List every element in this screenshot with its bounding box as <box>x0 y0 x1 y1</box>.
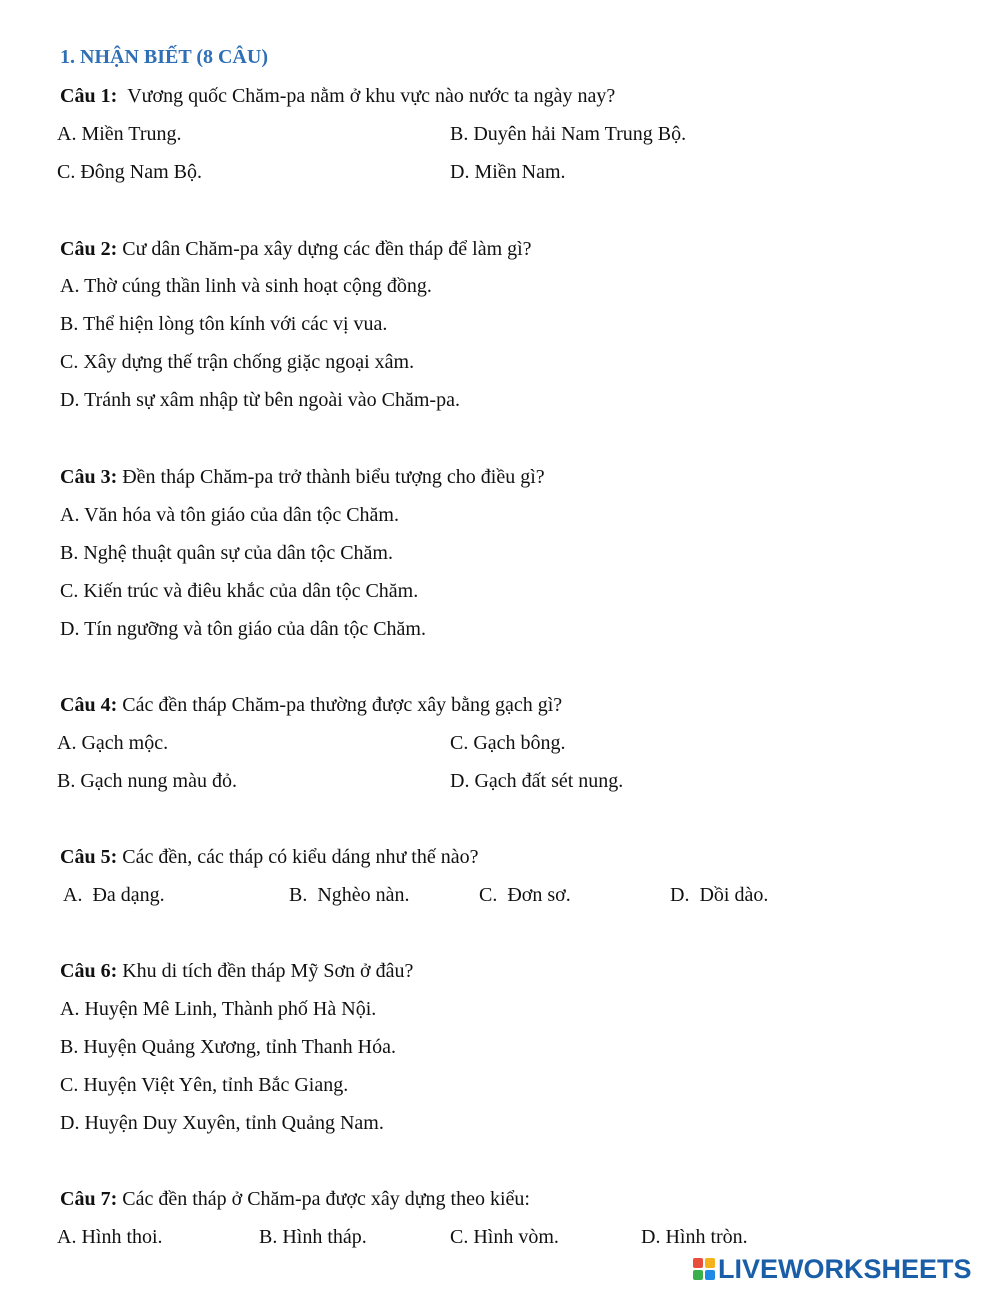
question-7 <box>60 1187 530 1211</box>
question-6-option-a[interactable]: A. Huyện Mê Linh, Thành phố Hà Nội. <box>60 998 377 1020</box>
logo-tile-red <box>693 1258 703 1268</box>
logo-tile-yellow <box>705 1258 715 1268</box>
question-3 <box>60 465 545 489</box>
question-1-text: Vương quốc Chăm-pa nằm ở khu vực nào nước ta ngày nay? <box>127 85 616 107</box>
question-6-label: Câu 6: <box>60 960 118 982</box>
question-2-text: Cư dân Chăm-pa xây dựng các đền tháp để làm gì? <box>122 238 532 260</box>
question-5-text: Các đền, các tháp có kiểu dáng như thế nào? <box>122 846 479 868</box>
question-3-option-c[interactable]: C. Kiến trúc và điêu khắc của dân tộc Chăm. <box>60 580 419 602</box>
question-6-option-d[interactable]: D. Huyện Duy Xuyên, tỉnh Quảng Nam. <box>60 1112 384 1134</box>
question-2 <box>60 237 532 261</box>
question-4-option-d[interactable]: D. Gạch đất sét nung. <box>450 770 624 792</box>
liveworksheets-logo-icon <box>692 1257 716 1281</box>
logo-tile-green <box>693 1270 703 1280</box>
question-7-option-b[interactable]: B. Hình tháp. <box>259 1226 367 1248</box>
question-7-option-a[interactable]: A. Hình thoi. <box>57 1226 163 1248</box>
question-1-option-d[interactable]: D. Miền Nam. <box>450 161 566 183</box>
question-2-option-a[interactable]: A. Thờ cúng thần linh và sinh hoạt cộng đồng. <box>60 275 432 297</box>
question-5-option-c[interactable]: C. Đơn sơ. <box>479 884 571 906</box>
liveworksheets-logo-text: LIVEWORKSHEETS <box>718 1253 972 1284</box>
question-5-option-d[interactable]: D. Dồi dào. <box>670 884 769 906</box>
liveworksheets-watermark <box>692 1254 972 1284</box>
question-7-label: Câu 7: <box>60 1188 118 1210</box>
question-1-option-c[interactable]: C. Đông Nam Bộ. <box>57 161 202 183</box>
question-2-option-d[interactable]: D. Tránh sự xâm nhập từ bên ngoài vào Chăm-pa. <box>60 389 460 411</box>
question-2-option-c[interactable]: C. Xây dựng thế trận chống giặc ngoại xâm. <box>60 351 415 373</box>
question-3-text: Đền tháp Chăm-pa trở thành biểu tượng cho điều gì? <box>122 466 545 488</box>
question-4-option-b[interactable]: B. Gạch nung màu đỏ. <box>57 770 237 792</box>
question-4-label: Câu 4: <box>60 694 118 716</box>
question-6-option-c[interactable]: C. Huyện Việt Yên, tỉnh Bắc Giang. <box>60 1074 349 1096</box>
question-5-label: Câu 5: <box>60 846 118 868</box>
question-6-text: Khu di tích đền tháp Mỹ Sơn ở đâu? <box>122 960 414 982</box>
question-1-option-a[interactable]: A. Miền Trung. <box>57 123 182 145</box>
question-7-text: Các đền tháp ở Chăm-pa được xây dựng theo kiểu: <box>122 1188 530 1210</box>
question-4 <box>60 693 562 717</box>
question-1 <box>60 84 615 108</box>
question-3-option-b[interactable]: B. Nghệ thuật quân sự của dân tộc Chăm. <box>60 542 393 564</box>
logo-tile-blue <box>705 1270 715 1280</box>
section-heading: 1. NHẬN BIẾT (8 CÂU) <box>60 46 268 68</box>
question-5 <box>60 845 478 869</box>
question-3-option-a[interactable]: A. Văn hóa và tôn giáo của dân tộc Chăm. <box>60 504 399 526</box>
question-5-option-b[interactable]: B. Nghèo nàn. <box>289 884 410 906</box>
question-4-option-a[interactable]: A. Gạch mộc. <box>57 732 169 754</box>
question-4-text: Các đền tháp Chăm-pa thường được xây bằng gạch gì? <box>122 694 563 716</box>
question-2-label: Câu 2: <box>60 238 118 260</box>
question-1-label: Câu 1: <box>60 85 118 107</box>
question-4-option-c[interactable]: C. Gạch bông. <box>450 732 566 754</box>
question-3-label: Câu 3: <box>60 466 118 488</box>
question-6 <box>60 959 413 983</box>
question-7-option-c[interactable]: C. Hình vòm. <box>450 1226 559 1248</box>
question-6-option-b[interactable]: B. Huyện Quảng Xương, tỉnh Thanh Hóa. <box>60 1036 397 1058</box>
question-7-option-d[interactable]: D. Hình tròn. <box>641 1226 748 1248</box>
question-2-option-b[interactable]: B. Thể hiện lòng tôn kính với các vị vua. <box>60 313 388 335</box>
question-1-option-b[interactable]: B. Duyên hải Nam Trung Bộ. <box>450 123 687 145</box>
question-3-option-d[interactable]: D. Tín ngưỡng và tôn giáo của dân tộc Chăm. <box>60 618 426 640</box>
question-5-option-a[interactable]: A. Đa dạng. <box>63 884 165 906</box>
